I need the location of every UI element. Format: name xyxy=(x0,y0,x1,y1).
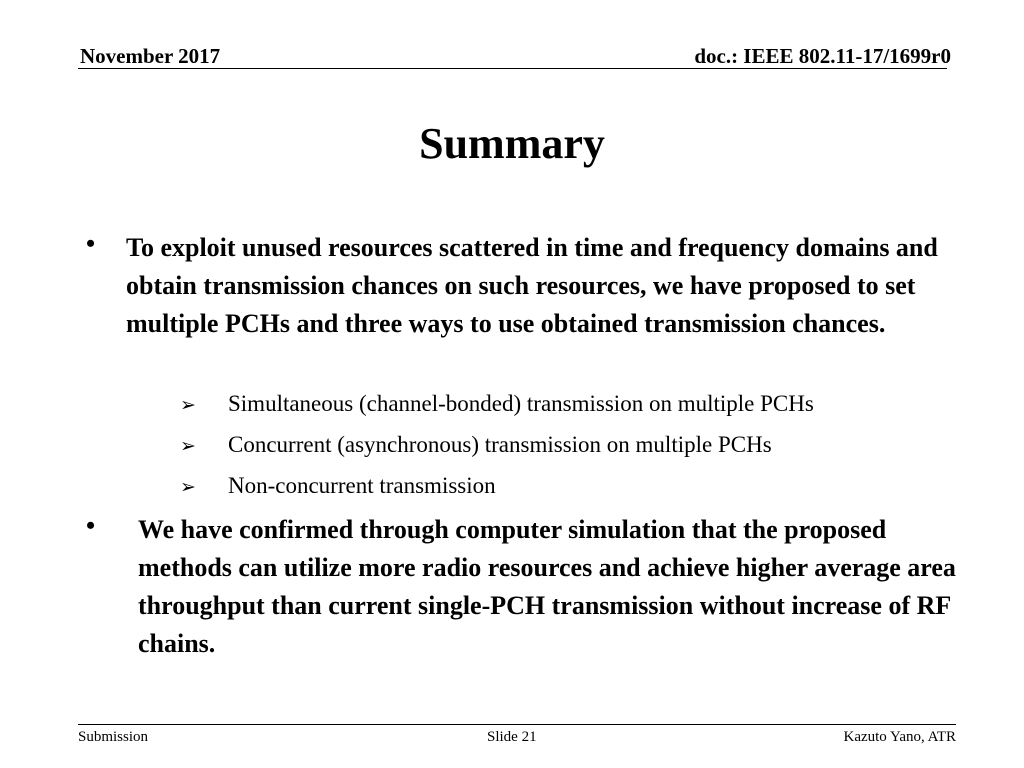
slide-title: Summary xyxy=(419,119,605,168)
bullet-marker: • xyxy=(86,229,96,258)
arrow-bullet-icon: ➢ xyxy=(180,476,196,498)
footer-slide-number: Slide 21 xyxy=(487,729,537,745)
bullet-marker: • xyxy=(86,511,96,540)
sub-bullet-item-1 xyxy=(180,389,814,420)
footer-author: Kazuto Yano, ATR xyxy=(843,729,956,745)
sub-bullet-text: Concurrent (asynchronous) transmission on multiple PCHs xyxy=(228,432,772,457)
sub-bullet-item-3 xyxy=(180,471,496,502)
sub-bullet-text: Simultaneous (channel-bonded) transmission on multiple PCHs xyxy=(228,391,814,416)
footer-submission: Submission xyxy=(78,729,149,745)
arrow-bullet-icon: ➢ xyxy=(180,435,196,457)
header-date: November 2017 xyxy=(80,44,221,68)
footer-divider xyxy=(78,724,956,725)
bullet-text: We have confirmed through computer simulation that the proposed methods can utilize more radio resources and achieve higher average area throughput than current single-PCH transmission without increase of RF chains. xyxy=(138,515,956,658)
header-doc-id: doc.: IEEE 802.11-17/1699r0 xyxy=(694,44,951,68)
bullet-text: To exploit unused resources scattered in time and frequency domains and obtain transmission chances on such resources, we have proposed to set multiple PCHs and three ways to use obtained transmission chances. xyxy=(126,233,938,338)
header-divider xyxy=(78,68,947,69)
sub-bullet-text: Non-concurrent transmission xyxy=(228,473,496,498)
arrow-bullet-icon: ➢ xyxy=(180,394,196,416)
sub-bullet-item-2 xyxy=(180,430,772,461)
